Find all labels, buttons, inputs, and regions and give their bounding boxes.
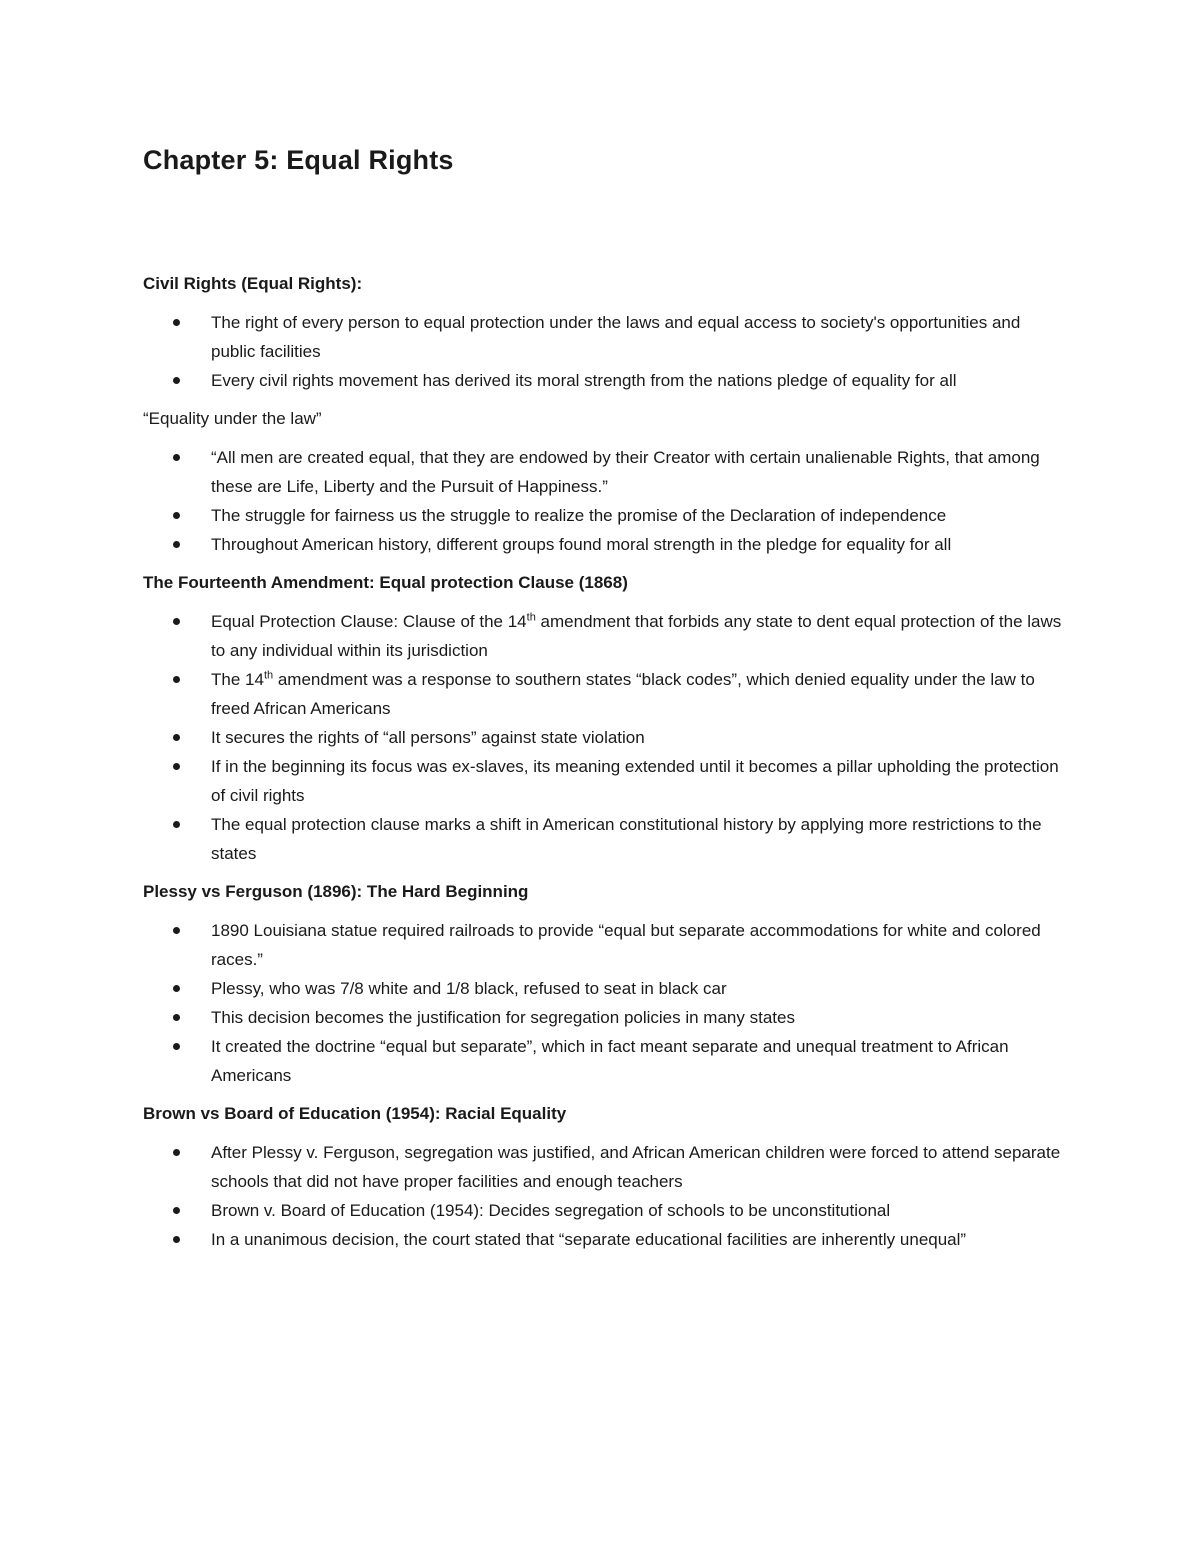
list-item-text: It created the doctrine “equal but separate”, which in fact meant separate and unequal treatment to African Americans [211, 1037, 1009, 1085]
list-item-text-end: amendment was a response to southern states “black codes”, which denied equality under the law to freed African Americans [211, 670, 1035, 718]
list-item [143, 443, 1063, 501]
list-item [143, 366, 1063, 395]
list-item-text: Throughout American history, different groups found moral strength in the pledge for equality for all [211, 535, 952, 554]
list-item [143, 916, 1063, 974]
list-item-text: The equal protection clause marks a shift in American constitutional history by applying more restrictions to the states [211, 815, 1042, 863]
section-heading: Civil Rights (Equal Rights): [143, 274, 363, 293]
bullet-list [143, 308, 1063, 395]
bullet-icon [173, 821, 180, 828]
list-item-text: “All men are created equal, that they are endowed by their Creator with certain unalienable Rights, that among these are Life, Liberty and the Pursuit of Happiness.” [211, 448, 1040, 496]
list-item [143, 1196, 1063, 1225]
bullet-icon [173, 454, 180, 461]
section-heading: Brown vs Board of Education (1954): Racial Equality [143, 1104, 567, 1123]
list-item [143, 530, 1063, 559]
bullet-icon [173, 1043, 180, 1050]
list-item [143, 752, 1063, 810]
bullet-list [143, 916, 1063, 1090]
list-item [143, 810, 1063, 868]
list-item [143, 607, 1063, 665]
bullet-icon [173, 734, 180, 741]
bullet-icon [173, 512, 180, 519]
bullet-icon [173, 541, 180, 548]
document-title: Chapter 5: Equal Rights [143, 145, 454, 175]
list-item [143, 1225, 1063, 1254]
list-item-text: Every civil rights movement has derived its moral strength from the nations pledge of equality for all [211, 371, 957, 390]
bullet-icon [173, 927, 180, 934]
section-heading: “Equality under the law” [143, 409, 322, 428]
section-fourteenth-amendment [143, 571, 1063, 868]
bullet-list [143, 443, 1063, 559]
section-heading: The Fourteenth Amendment: Equal protection Clause (1868) [143, 573, 628, 592]
list-item-text: This decision becomes the justification for segregation policies in many states [211, 1008, 795, 1027]
list-item [143, 1003, 1063, 1032]
list-item [143, 974, 1063, 1003]
section-equality-under-law [143, 407, 1063, 559]
list-item [143, 308, 1063, 366]
ordinal-suffix: th [526, 611, 536, 624]
bullet-icon [173, 763, 180, 770]
list-item-text: In a unanimous decision, the court stated that “separate educational facilities are inherently unequal” [211, 1230, 967, 1249]
list-item-text: The struggle for fairness us the struggle to realize the promise of the Declaration of independence [211, 506, 947, 525]
list-item-text: The right of every person to equal protection under the laws and equal access to society's opportunities and public facilities [211, 313, 1021, 361]
list-item-text: 1890 Louisiana statue required railroads to provide “equal but separate accommodations for white and colored races.” [211, 921, 1041, 969]
section-plessy-vs-ferguson [143, 880, 1063, 1090]
list-item-text: It secures the rights of “all persons” against state violation [211, 728, 645, 747]
list-item-text: After Plessy v. Ferguson, segregation was justified, and African American children were forced to attend separate schools that did not have proper facilities and enough teachers [211, 1143, 1061, 1191]
list-item [143, 665, 1063, 723]
list-item [143, 1032, 1063, 1090]
bullet-icon [173, 618, 180, 625]
section-civil-rights [143, 272, 1063, 395]
list-item [143, 723, 1063, 752]
section-heading: Plessy vs Ferguson (1896): The Hard Beginning [143, 882, 529, 901]
bullet-icon [173, 1236, 180, 1243]
list-item-text: If in the beginning its focus was ex-slaves, its meaning extended until it becomes a pillar upholding the protection of civil rights [211, 757, 1059, 805]
list-item-text-start: Equal Protection Clause: Clause of the 14 [211, 612, 527, 631]
list-item [143, 501, 1063, 530]
list-item-text: Plessy, who was 7/8 white and 1/8 black, refused to seat in black car [211, 979, 727, 998]
ordinal-suffix: th [263, 669, 274, 682]
bullet-icon [173, 1014, 180, 1021]
bullet-icon [173, 377, 180, 384]
bullet-icon [173, 985, 180, 992]
list-item [143, 1138, 1063, 1196]
list-item-text-start: The 14 [211, 670, 264, 689]
list-item-text-end: amendment that forbids any state to dent equal protection of the laws to any individual within its jurisdiction [211, 612, 1062, 660]
bullet-icon [173, 1149, 180, 1156]
section-brown-vs-board [143, 1102, 1063, 1254]
bullet-icon [173, 319, 180, 326]
bullet-icon [173, 1207, 180, 1214]
bullet-list [143, 1138, 1063, 1254]
bullet-list [143, 607, 1063, 868]
document-page [143, 140, 1063, 1266]
list-item-text: Brown v. Board of Education (1954): Decides segregation of schools to be unconstitutional [211, 1201, 891, 1220]
bullet-icon [173, 676, 180, 683]
